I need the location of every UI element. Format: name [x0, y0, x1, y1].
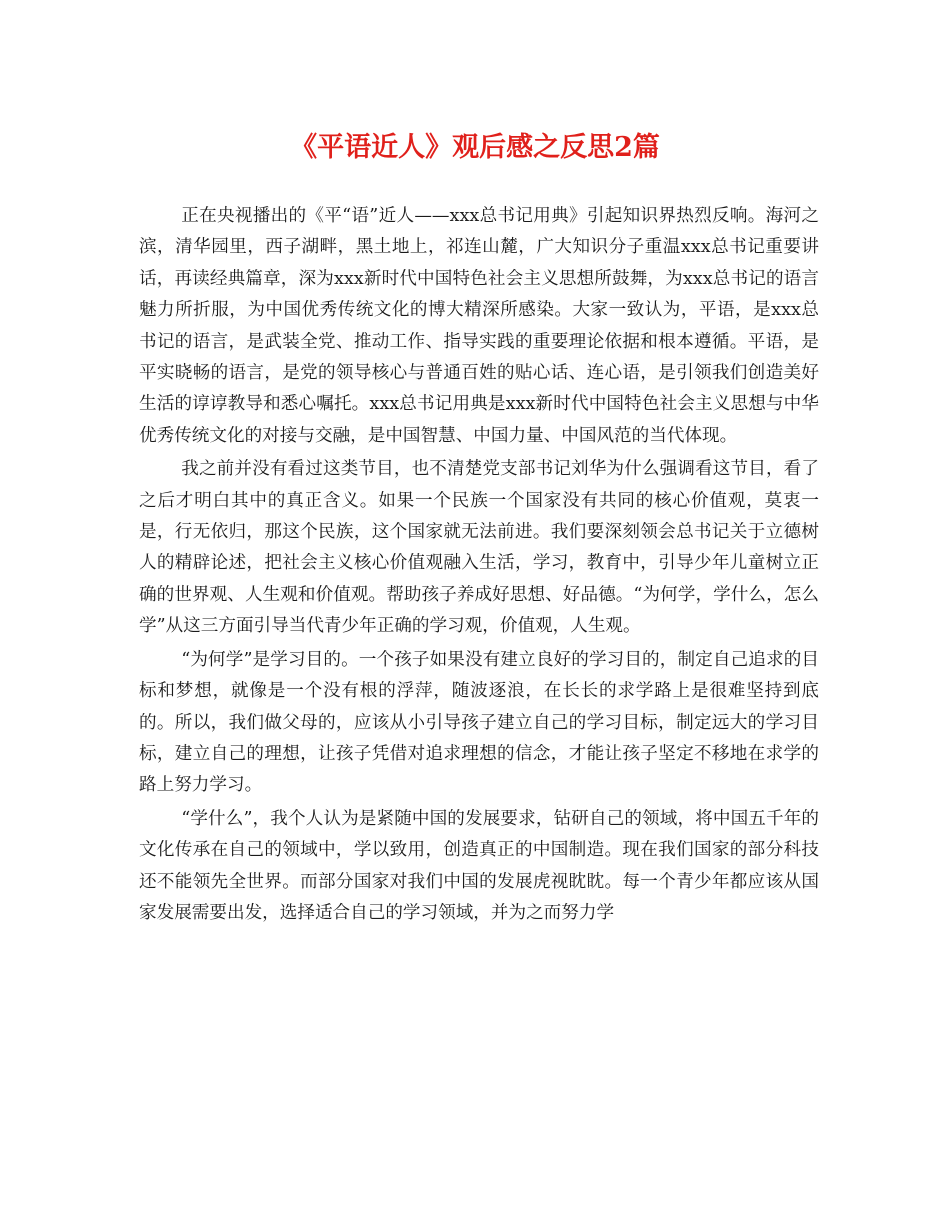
paragraph-4: “学什么”，我个人认为是紧随中国的发展要求，钻研自己的领域，将中国五千年的文化传承在自己的领域中，学以致用，创造真正的中国制造。现在我们国家的部分科技还不能领先全世界。而部分国家对我们中国的发展虎视眈眈。每一个青少年都应该从国家发展需要出发，选择适合自己的学习领域，并为之而努力学	[139, 808, 819, 923]
paragraph-1: 正在央视播出的《平“语”近人——xxx总书记用典》引起知识界热烈反响。海河之滨，清华园里，西子湖畔，黑土地上，祁连山麓，广大知识分子重温xxx总书记重要讲话，再读经典篇章，深为xxx新时代中国特色社会主义思想所鼓舞，为xxx总书记的语言魅力所折服，为中国优秀传统文化的博大精深所感染。大家一致认为，平语，是xxx总书记的语言，是武装全党、推动工作、指导实践的重要理论依据和根本遵循。平语，是平实晓畅的语言，是党的领导核心与普通百姓的贴心话、连心语，是引领我们创造美好生活的谆谆教导和悉心嘱托。xxx总书记用典是xxx新时代中国特色社会主义思想与中华优秀传统文化的对接与交融，是中国智慧、中国力量、中国风范的当代体现。	[139, 206, 819, 446]
paragraph-2: 我之前并没有看过这类节目，也不清楚党支部书记刘华为什么强调看这节目，看了之后才明白其中的真正含义。如果一个民族一个国家没有共同的核心价值观，莫衷一是，行无依归，那这个民族，这个国家就无法前进。我们要深刻领会总书记关于立德树人的精辟论述，把社会主义核心价值观融入生活，学习，教育中，引导少年儿童树立正确的世界观、人生观和价值观。帮助孩子养成好思想、好品德。“为何学，学什么，怎么学”从这三方面引导当代青少年正确的学习观，价值观，人生观。	[139, 459, 819, 637]
paragraph-3: “为何学”是学习目的。一个孩子如果没有建立良好的学习目的，制定自己追求的目标和梦想，就像是一个没有根的浮萍，随波逐浪，在长长的求学路上是很难坚持到底的。所以，我们做父母的，应该从小引导孩子建立自己的学习目标，制定远大的学习目标，建立自己的理想，让孩子凭借对追求理想的信念，才能让孩子坚定不移地在求学的路上努力学习。	[139, 649, 819, 796]
document-body	[139, 201, 819, 931]
document-title: 《平语近人》观后感之反思2篇	[290, 132, 660, 163]
